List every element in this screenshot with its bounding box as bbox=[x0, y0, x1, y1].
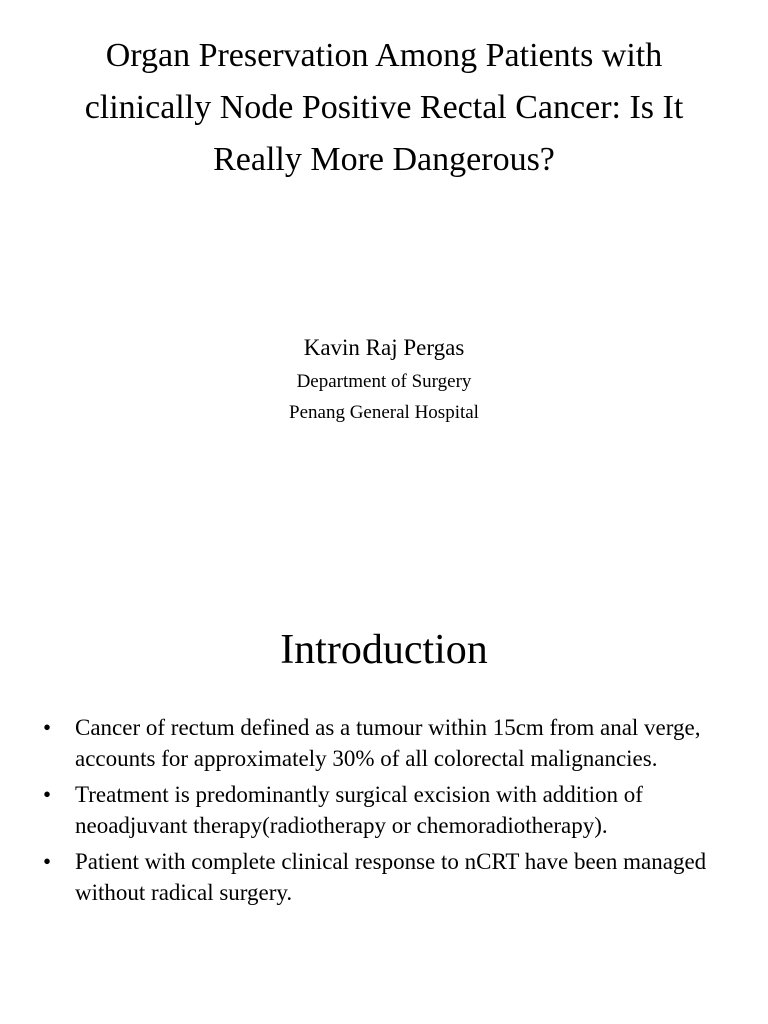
department-name: Department of Surgery bbox=[296, 371, 472, 392]
author-name: Kavin Raj Pergas bbox=[303, 335, 465, 360]
bullet-list bbox=[40, 712, 730, 913]
introduction-slide bbox=[0, 512, 768, 1024]
section-heading: Introduction bbox=[280, 627, 488, 673]
bullet-item bbox=[40, 779, 730, 841]
bullet-marker: • bbox=[43, 715, 52, 740]
bullet-text: Treatment is predominantly surgical excision with addition of neoadjuvant therapy(radiotherapy or chemoradiotherapy). bbox=[75, 782, 643, 838]
presentation-title: Organ Preservation Among Patients with clinically Node Positive Rectal Cancer: Is It Really More Dangerous? bbox=[84, 37, 684, 178]
bullet-marker: • bbox=[43, 782, 52, 807]
bullet-marker: • bbox=[43, 849, 52, 874]
bullet-text: Patient with complete clinical response to nCRT have been managed without radical surgery. bbox=[75, 849, 707, 905]
author-block bbox=[0, 330, 768, 428]
bullet-item bbox=[40, 712, 730, 774]
bullet-item bbox=[40, 846, 730, 908]
bullet-text: Cancer of rectum defined as a tumour within 15cm from anal verge, accounts for approximately 30% of all colorectal malignancies. bbox=[75, 715, 701, 771]
hospital-name: Penang General Hospital bbox=[289, 402, 479, 423]
